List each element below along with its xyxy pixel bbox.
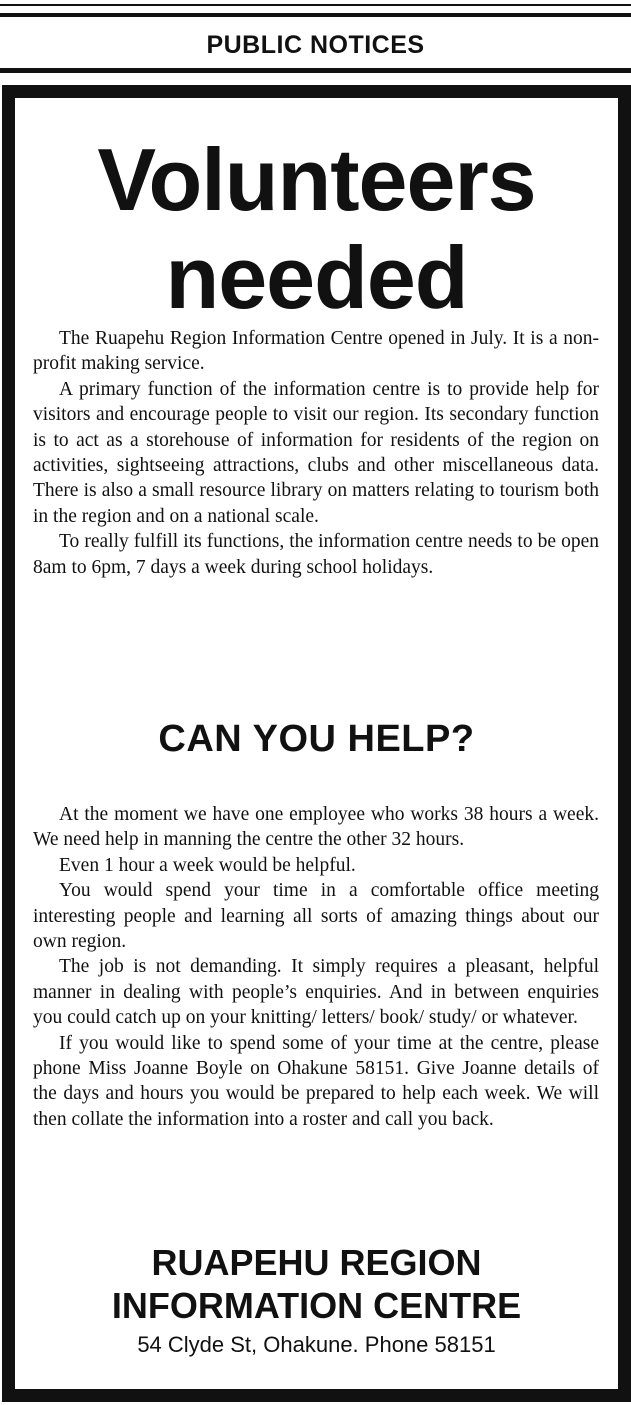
- intro-text: [33, 326, 599, 580]
- paragraph: At the moment we have one employee who works 38 hours a week. We need help in manning the centre the other 32 hours.: [33, 804, 599, 851]
- header-rule: [0, 68, 631, 73]
- paragraph: Even 1 hour a week would be helpful.: [59, 854, 356, 876]
- section-header: PUBLIC NOTICES: [206, 31, 425, 59]
- advertisement-box: [2, 85, 631, 1402]
- organization-name-line-1: RUAPEHU REGION: [151, 1242, 482, 1283]
- help-text: [33, 802, 599, 1132]
- top-thin-rule: [0, 4, 631, 6]
- subheading: CAN YOU HELP?: [158, 718, 475, 760]
- paragraph: A primary function of the information centre is to provide help for visitors and encourage people to visit our region. Its secondary function is to act as a storehouse of information for residents of the region on activities, sightseeing attractions, clubs and other miscellaneous data. There is also a small resource library on matters relating to tourism both in the region and on a national scale.: [33, 378, 599, 527]
- paragraph: You would spend your time in a comfortable office meeting interesting people and learning all sorts of amazing things about our own region.: [33, 880, 599, 953]
- contact-address: 54 Clyde St, Ohakune. Phone 58151: [137, 1332, 496, 1357]
- paragraph: The Ruapehu Region Information Centre opened in July. It is a non-profit making service.: [33, 328, 599, 375]
- headline-line-2: needed: [165, 228, 468, 327]
- top-thick-rule: [0, 13, 631, 17]
- paragraph: To really fulfill its functions, the information centre needs to be open 8am to 6pm, 7 days a week during school holidays.: [33, 531, 599, 578]
- organization-name-line-2: INFORMATION CENTRE: [111, 1285, 522, 1326]
- advertisement-content: [15, 98, 618, 1389]
- paragraph: If you would like to spend some of your time at the centre, please phone Miss Joanne Boyle on Ohakune 58151. Give Joanne details of the days and hours you would be prepared to help each week. We will then collate the information into a roster and call you back.: [33, 1032, 599, 1130]
- paragraph: The job is not demanding. It simply requires a pleasant, helpful manner in dealing with people’s enquiries. And in between enquiries you could catch up on your knitting/ letters/ book/ study/ or whatever.: [33, 956, 599, 1029]
- headline-line-1: Volunteers: [97, 130, 536, 229]
